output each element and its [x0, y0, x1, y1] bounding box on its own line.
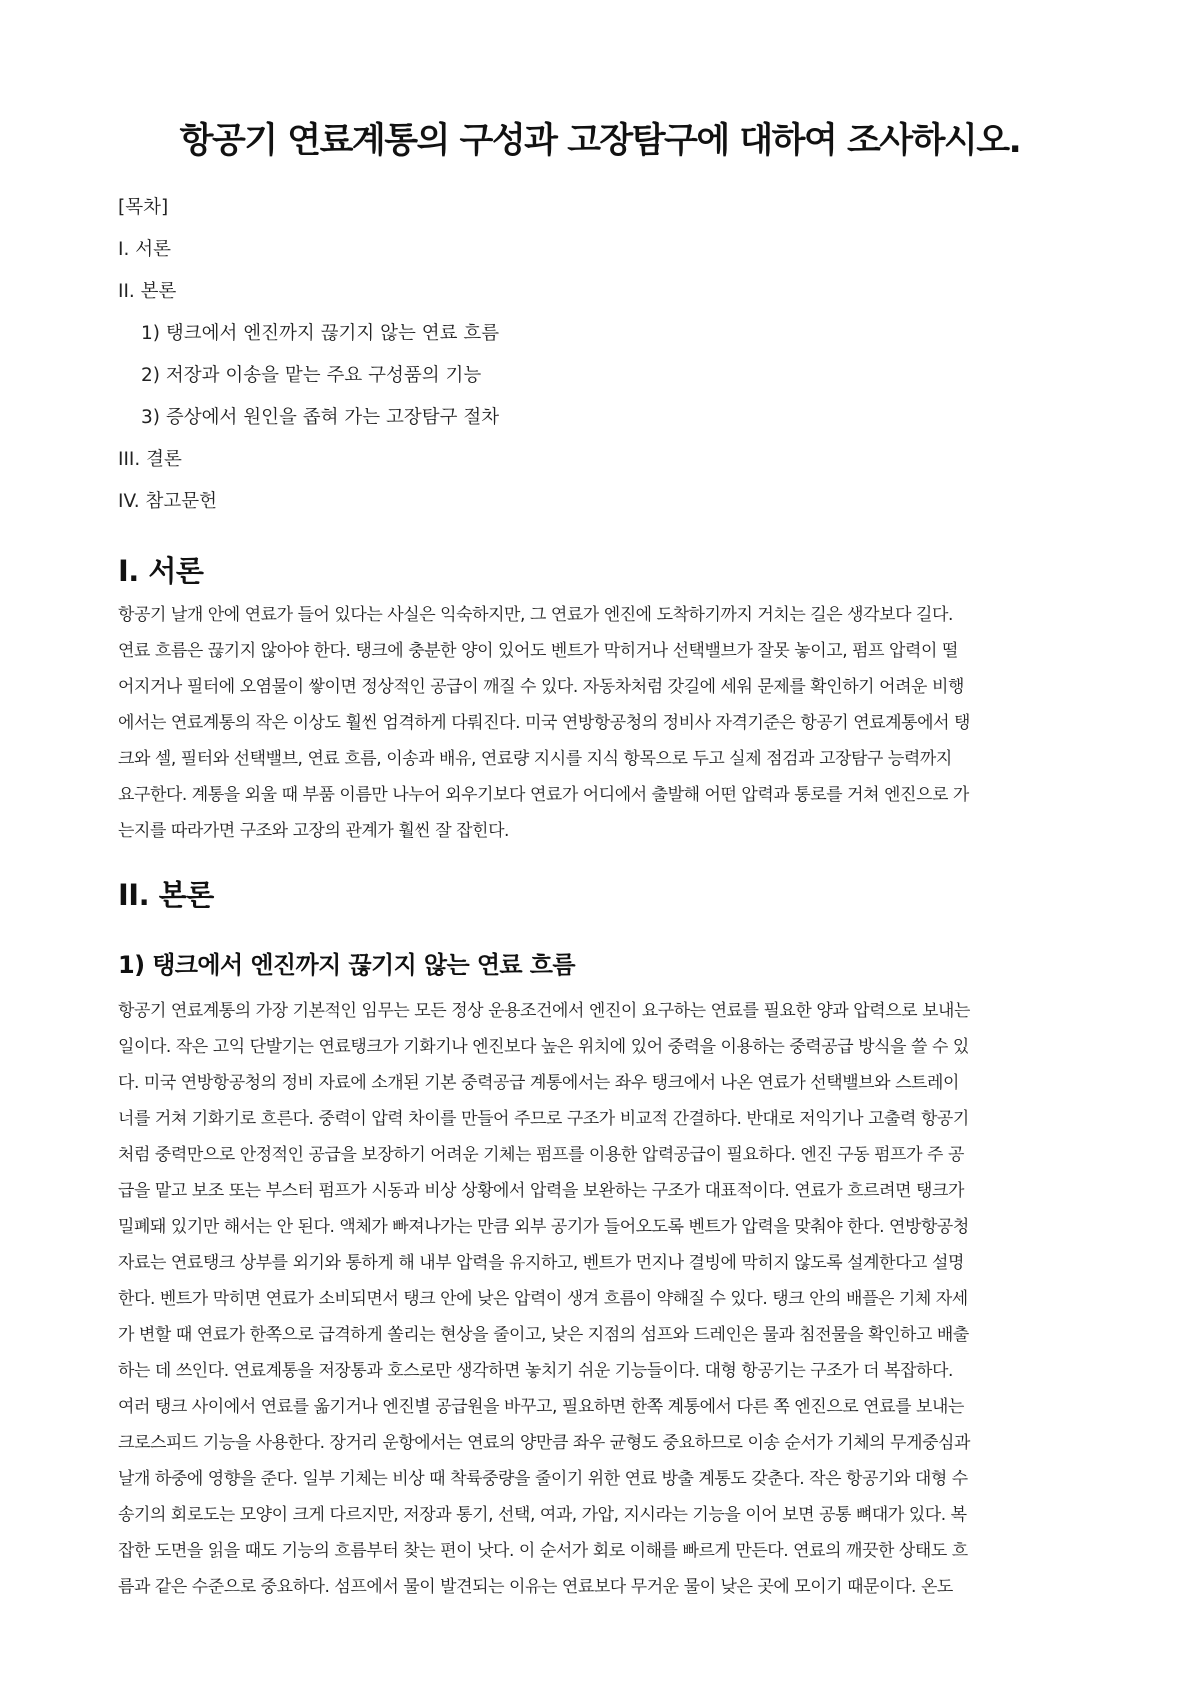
paragraph-line: 크와 셀, 필터와 선택밸브, 연료 흐름, 이송과 배유, 연료량 지시를 지식 항목으로 두고 실제 점검과 고장탐구 능력까지 — [118, 749, 952, 769]
fuel-flow-body — [118, 993, 1082, 1605]
toc-item: II. 본론 — [118, 281, 177, 302]
toc-heading: [목차] — [118, 197, 169, 218]
paragraph-line: 한다. 벤트가 막히면 연료가 소비되면서 탱크 안에 낮은 압력이 생겨 흐름이 약해질 수 있다. 탱크 안의 배플은 기체 자세 — [118, 1289, 968, 1309]
paragraph-line: 항공기 연료계통의 가장 기본적인 임무는 모든 정상 운용조건에서 엔진이 요구하는 연료를 필요한 양과 압력으로 보내는 — [118, 1001, 970, 1021]
paragraph-line: 여러 탱크 사이에서 연료를 옮기거나 엔진별 공급원을 바꾸고, 필요하면 한쪽 계통에서 다른 쪽 엔진으로 연료를 보내는 — [118, 1397, 964, 1417]
toc-item: I. 서론 — [118, 239, 171, 260]
toc-item: IV. 참고문헌 — [118, 491, 217, 512]
paragraph-line: 다. 미국 연방항공청의 정비 자료에 소개된 기본 중력공급 계통에서는 좌우 탱크에서 나온 연료가 선택밸브와 스트레이 — [118, 1073, 959, 1093]
subsection-heading-fuel-flow: 1) 탱크에서 엔진까지 끊기지 않는 연료 흐름 — [118, 951, 575, 979]
paragraph-line: 일이다. 작은 고익 단발기는 연료탱크가 기화기나 엔진보다 높은 위치에 있어 중력을 이용하는 중력공급 방식을 쓸 수 있 — [118, 1037, 969, 1057]
paragraph-line: 는지를 따라가면 구조와 고장의 관계가 훨씬 잘 잡힌다. — [118, 821, 510, 841]
paragraph-line: 밀폐돼 있기만 해서는 안 된다. 액체가 빠져나가는 만큼 외부 공기가 들어오도록 벤트가 압력을 맞춰야 한다. 연방항공청 — [118, 1217, 969, 1237]
paragraph-line: 급을 맡고 보조 또는 부스터 펌프가 시동과 비상 상황에서 압력을 보완하는 구조가 대표적이다. 연료가 흐르려면 탱크가 — [118, 1181, 964, 1201]
paragraph-line: 에서는 연료계통의 작은 이상도 훨씬 엄격하게 다뤄진다. 미국 연방항공청의 정비사 자격기준은 항공기 연료계통에서 탱 — [118, 713, 970, 733]
paragraph-line: 요구한다. 계통을 외울 때 부품 이름만 나누어 외우기보다 연료가 어디에서 출발해 어떤 압력과 통로를 거쳐 엔진으로 가 — [118, 785, 969, 805]
toc-item: III. 결론 — [118, 449, 182, 470]
paragraph-line: 송기의 회로도는 모양이 크게 다르지만, 저장과 통기, 선택, 여과, 가압, 지시라는 기능을 이어 보면 공통 뼈대가 있다. 복 — [118, 1505, 967, 1525]
paragraph-line: 크로스피드 기능을 사용한다. 장거리 운항에서는 연료의 양만큼 좌우 균형도 중요하므로 이송 순서가 기체의 무게중심과 — [118, 1433, 970, 1453]
paragraph-line: 자료는 연료탱크 상부를 외기와 통하게 해 내부 압력을 유지하고, 벤트가 먼지나 결빙에 막히지 않도록 설계한다고 설명 — [118, 1253, 964, 1273]
toc-subitem: 2) 저장과 이송을 맡는 주요 구성품의 기능 — [141, 365, 482, 386]
paragraph-line: 어지거나 필터에 오염물이 쌓이면 정상적인 공급이 깨질 수 있다. 자동차처럼 갓길에 세워 문제를 확인하기 어려운 비행 — [118, 677, 964, 697]
table-of-contents — [118, 187, 1082, 523]
paragraph-line: 날개 하중에 영향을 준다. 일부 기체는 비상 때 착륙중량을 줄이기 위한 연료 방출 계통도 갖춘다. 작은 항공기와 대형 수 — [118, 1469, 968, 1489]
paragraph-line: 연료 흐름은 끊기지 않아야 한다. 탱크에 충분한 양이 있어도 벤트가 막히거나 선택밸브가 잘못 놓이고, 펌프 압력이 떨 — [118, 641, 958, 661]
paragraph-line: 처럼 중력만으로 안정적인 공급을 보장하기 어려운 기체는 펌프를 이용한 압력공급이 필요하다. 엔진 구동 펌프가 주 공 — [118, 1145, 964, 1165]
toc-subitem: 1) 탱크에서 엔진까지 끊기지 않는 연료 흐름 — [141, 323, 500, 344]
section-heading-body: II. 본론 — [118, 878, 214, 912]
paragraph-line: 잡한 도면을 읽을 때도 기능의 흐름부터 찾는 편이 낫다. 이 순서가 회로 이해를 빠르게 만든다. 연료의 깨끗한 상태도 흐 — [118, 1541, 968, 1561]
paragraph-line: 너를 거쳐 기화기로 흐른다. 중력이 압력 차이를 만들어 주므로 구조가 비교적 간결하다. 반대로 저익기나 고출력 항공기 — [118, 1109, 969, 1129]
paragraph-line: 하는 데 쓰인다. 연료계통을 저장통과 호스로만 생각하면 놓치기 쉬운 기능들이다. 대형 항공기는 구조가 더 복잡하다. — [118, 1361, 953, 1381]
paragraph-line: 름과 같은 수준으로 중요하다. 섬프에서 물이 발견되는 이유는 연료보다 무거운 물이 낮은 곳에 모이기 때문이다. 온도 — [118, 1577, 953, 1597]
document-title: 항공기 연료계통의 구성과 고장탐구에 대하여 조사하시오. — [179, 121, 1021, 161]
toc-subitem: 3) 증상에서 원인을 좁혀 가는 고장탐구 절차 — [141, 407, 500, 428]
introduction-body — [118, 597, 1082, 849]
paragraph-line: 가 변할 때 연료가 한쪽으로 급격하게 쏠리는 현상을 줄이고, 낮은 지점의 섬프와 드레인은 물과 침전물을 확인하고 배출 — [118, 1325, 969, 1345]
section-heading-introduction: I. 서론 — [118, 554, 204, 588]
paragraph-line: 항공기 날개 안에 연료가 들어 있다는 사실은 익숙하지만, 그 연료가 엔진에 도착하기까지 거치는 길은 생각보다 길다. — [118, 605, 953, 625]
